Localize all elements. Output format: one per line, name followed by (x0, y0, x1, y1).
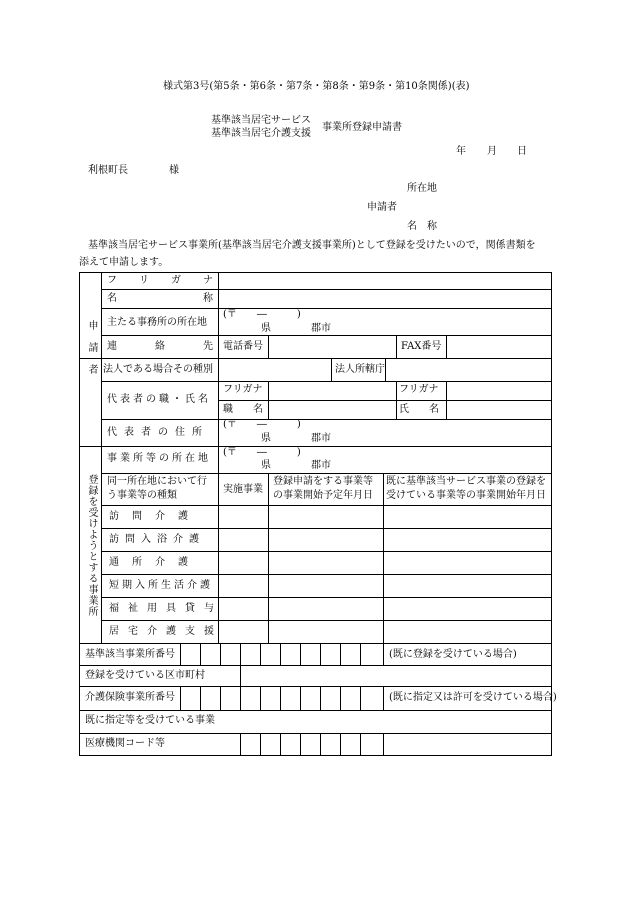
postal-code-2: (〒 ― ) (223, 419, 301, 430)
date-year: 年 (456, 146, 466, 157)
furigana-label: フ リ ガ ナ (107, 275, 213, 286)
representative-label: 代表者の職・氏名 (107, 394, 211, 405)
insurance-office-number-note: (既に指定又は許可を受けている場合) (389, 692, 557, 703)
application-form-table (79, 272, 552, 644)
care-office-number-label: 基準該当事業所番号 (85, 649, 175, 660)
office-location-label: 事業所等の所在地 (107, 453, 211, 464)
date-day: 日 (517, 146, 527, 157)
main-office-label: 主たる事務所の所在地 (107, 317, 207, 328)
applicant-name-label: 名 称 (407, 221, 437, 232)
intro-text-line2: 添えて申請します。 (79, 257, 169, 268)
corp-type-label: 法人である場合その種別 (103, 364, 213, 375)
form-number: 様式第3号(第5条・第6条・第7条・第8条・第9条・第10条関係)(表) (163, 81, 470, 92)
service-care-support: 居宅介護支援 (109, 626, 223, 637)
phone-label: 電話番号 (223, 341, 263, 352)
care-office-number-note: (既に登録を受けている場合) (389, 649, 517, 660)
addressee: 利根町長 (88, 165, 128, 176)
city-1: 郡市 (311, 323, 331, 334)
col-planned-2: の事業開始予定年月日 (273, 490, 373, 501)
service-home-care: 訪問介護 (109, 511, 201, 522)
title-line1: 基準該当居宅サービス (211, 115, 311, 126)
title-label: 職 名 (223, 404, 263, 415)
rep-address-label: 代表者の住所 (107, 427, 209, 438)
contact-label: 連 絡 先 (107, 341, 213, 352)
applicant-group-label: 申請者 (86, 320, 97, 386)
prefecture-1: 県 (261, 323, 271, 334)
postal-code-3: (〒 ― ) (223, 447, 301, 458)
registered-municipality-label: 登録を受けている区市町村 (85, 670, 205, 681)
authority-label: 法人所轄庁 (335, 364, 385, 375)
col-existing-1: 既に基準該当サービス事業の登録を (386, 476, 546, 487)
service-home-bathing: 訪問入浴介護 (109, 534, 205, 545)
office-group-label: 登録を受けようとする事業所 (86, 474, 97, 617)
same-location-label-1: 同一所在地において行 (107, 476, 207, 487)
city-3: 郡市 (311, 460, 331, 471)
furigana-label-3: フリガナ (399, 384, 439, 395)
insurance-office-number-label: 介護保険事業所番号 (85, 692, 175, 703)
prefecture-3: 県 (261, 460, 271, 471)
document-title: 事業所登録申請書 (322, 122, 402, 133)
title-line2: 基準該当居宅介護支援 (211, 128, 311, 139)
col-implementation: 実施事業 (223, 484, 263, 495)
postal-code-1: (〒 ― ) (223, 309, 301, 320)
service-short-stay: 短期入所生活介護 (109, 580, 213, 591)
number-table (79, 644, 557, 756)
applicant-label: 申請者 (367, 202, 397, 213)
prefecture-2: 県 (261, 433, 271, 444)
designated-services-label: 既に指定等を受けている事業 (85, 715, 215, 726)
medical-code-label: 医療機関コード等 (85, 738, 165, 749)
fullname-label: 氏 名 (399, 404, 439, 415)
name-label: 名 称 (107, 293, 213, 304)
fax-label: FAX番号 (401, 341, 442, 352)
col-planned-1: 登録申請をする事業等 (273, 476, 373, 487)
furigana-label-2: フリガナ (223, 384, 263, 395)
service-equipment-rental: 福祉用具貸与 (109, 603, 223, 614)
date-month: 月 (487, 146, 497, 157)
service-day-care: 通所介護 (109, 557, 201, 568)
applicant-location-label: 所在地 (407, 183, 437, 194)
col-existing-2: 受けている事業等の事業開始年月日 (386, 490, 546, 501)
same-location-label-2: う事業等の種類 (107, 490, 177, 501)
city-2: 郡市 (311, 433, 331, 444)
intro-text-line1: 基準該当居宅サービス事業所(基準該当居宅介護支援事業所)として登録を受けたいので，関係書類を (88, 240, 536, 251)
honorific: 様 (169, 165, 179, 176)
